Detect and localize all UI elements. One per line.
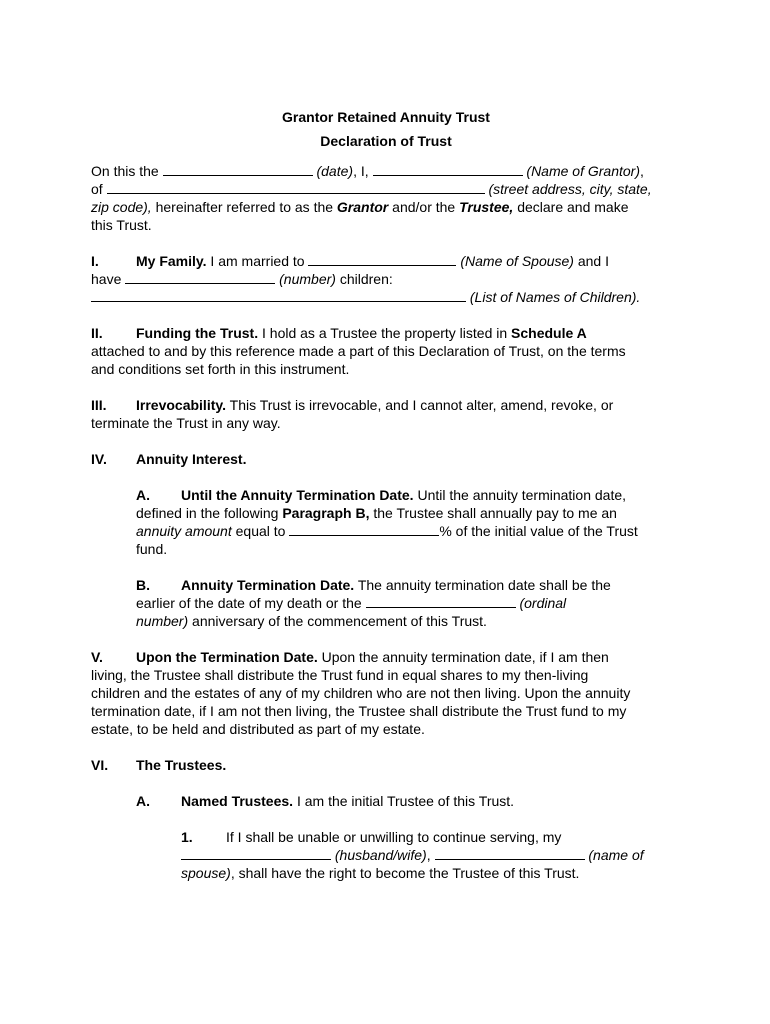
grantor-name-blank[interactable] (373, 162, 523, 176)
spouse-trustee-name-blank[interactable] (435, 846, 585, 860)
trustee-item-1: 1. If I shall be unable or unwilling to continue serving, my (husband/wife), (name of spouse), shall have the right to become the Trustee of this Trust. (181, 829, 644, 881)
ordinal-blank[interactable] (366, 594, 516, 608)
section-irrevocability: III. Irrevocability. This Trust is irrevocable, and I cannot alter, amend, revoke, or terminate the Trust in any way. (91, 397, 614, 431)
section-my-family: I. My Family. I am married to (Name of Spouse) and I have (number) children: (List of Names of Children). (91, 253, 641, 305)
date-blank[interactable] (163, 162, 313, 176)
subsection-named-trustees: A. Named Trustees. I am the initial Trustee of this Trust. (136, 793, 515, 809)
document-body (91, 108, 681, 900)
children-names-blank[interactable] (91, 288, 466, 302)
subsection-termination-date: B. Annuity Termination Date. The annuity termination date shall be the earlier of the date of my death or the (ordinal number) anniversary of the commencement of this Trust. (136, 577, 611, 629)
subsection-until-termination: A. Until the Annuity Termination Date. Until the annuity termination date, defined in the following Paragraph B, the Trustee shall annually pay to me an annuity amount equal to % of the initial value of the Trust fund. (136, 487, 638, 557)
document-subtitle: Declaration of Trust (320, 133, 452, 149)
section-termination-date: V. Upon the Termination Date. Upon the annuity termination date, if I am then living, the Trustee shall distribute the Trust fund in equal shares to my then-living children and the estates of any of my children who are not then living. Upon the annuity termination date, if I am not then living, the Trustee shall distribute the Trust fund to my estate, to be held and distributed as part of my estate. (91, 649, 631, 737)
address-blank[interactable] (107, 180, 485, 194)
spouse-name-blank[interactable] (308, 252, 456, 266)
percent-blank[interactable] (289, 522, 439, 536)
section-trustees: VI. The Trustees. (91, 757, 227, 773)
husband-wife-blank[interactable] (181, 846, 331, 860)
document-title: Grantor Retained Annuity Trust (282, 109, 490, 125)
section-annuity-interest: IV. Annuity Interest. (91, 451, 247, 467)
children-count-blank[interactable] (125, 270, 275, 284)
intro-paragraph: On this the (date), I, (Name of Grantor), of (street address, city, state, zip code), hereinafter referred to as the Grantor and/or the Trustee, declare and make this Trust. (91, 163, 652, 233)
section-funding: II. Funding the Trust. I hold as a Trustee the property listed in Schedule A attached to and by this reference made a part of this Declaration of Trust, on the terms and conditions set forth in this instrument. (91, 325, 626, 377)
